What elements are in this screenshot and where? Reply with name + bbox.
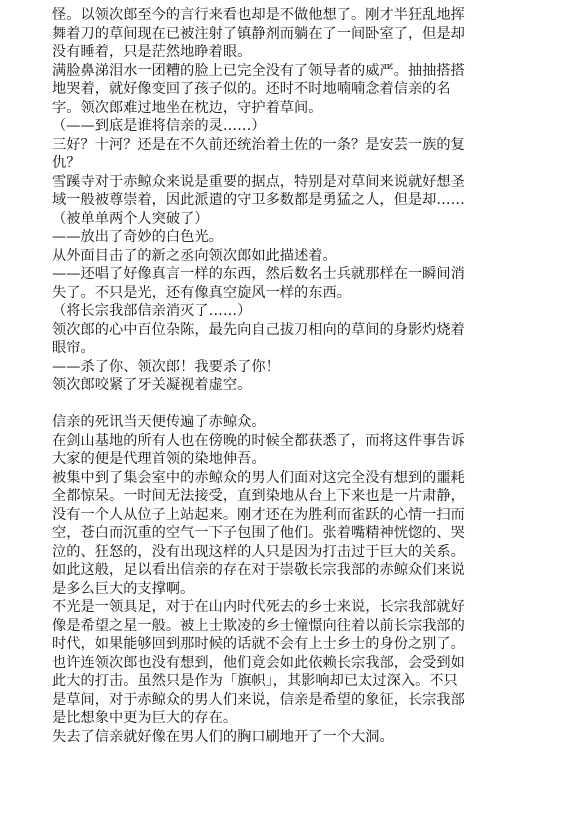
text-line: 仇？ bbox=[52, 155, 81, 171]
text-line: 在剑山基地的所有人也在傍晚的时候全都获悉了，而将这件事告诉 bbox=[52, 432, 465, 449]
text-line: （被单单两个人突破了） bbox=[52, 210, 209, 227]
text-line: 空，苍白而沉重的空气一下子包围了他们。张着嘴精神恍惚的、哭 bbox=[52, 525, 465, 541]
text-line: 失了。不只是光，还有像真空旋风一样的东西。 bbox=[52, 284, 351, 301]
text-line: 舞着刀的草间现在已被注射了镇静剂而躺在了一间卧室了，但是却 bbox=[52, 25, 465, 42]
text-line: （将长宗我部信亲消灭了……） bbox=[52, 303, 252, 319]
text-line: 领次郎咬紧了牙关凝视着虚空。 bbox=[52, 377, 252, 393]
text-line: 域一般被尊崇着，因此派遣的守卫多数都是勇猛之人，但是却…… bbox=[52, 192, 465, 208]
text-line: ——还唱了好像真言一样的东西，然后数名士兵就那样在一瞬间消 bbox=[52, 266, 465, 282]
text-line: 此大的打击。虽然只是作为「旗帜」，其影响却已太过深入。不只 bbox=[52, 673, 458, 689]
text-line: 也许连领次郎也没有想到，他们竟会如此依赖长宗我部，会受到如 bbox=[52, 654, 465, 671]
text-line: 字。领次郎难过地坐在枕边，守护着草间。 bbox=[52, 99, 323, 116]
paragraph-break bbox=[52, 395, 539, 414]
text-line: 泣的、狂怒的，没有出现这样的人只是因为打击过于巨大的关系。 bbox=[52, 543, 465, 560]
text-line: 是多么巨大的支撑啊。 bbox=[52, 580, 195, 597]
text-line: ——杀了你、领次郎！我要杀了你！ bbox=[52, 358, 280, 375]
text-line: 信亲的死讯当天便传遍了赤鲸众。 bbox=[52, 414, 266, 430]
text-line: 时代，如果能够回到那时候的话就不会有上士乡士的身份之别了。 bbox=[52, 636, 465, 652]
text-line: 怪。以领次郎至今的言行来看也却是不做他想了。刚才半狂乱地挥 bbox=[52, 7, 465, 23]
text-line: 雪蹊寺对于赤鲸众来说是重要的据点，特别是对草间来说就好想圣 bbox=[52, 173, 465, 190]
text-line: （——到底是谁将信亲的灵……） bbox=[52, 118, 266, 134]
text-line: 眼帘。 bbox=[52, 340, 95, 356]
text-line: 如此这般，足以看出信亲的存在对于崇敬长宗我部的赤鲸众们来说 bbox=[52, 562, 465, 578]
text-line: 不光是一领具足，对于在山内时代死去的乡士来说，长宗我部就好 bbox=[52, 599, 465, 615]
text-line: 像是希望之星一般。被上士欺凌的乡士憧憬向往着以前长宗我部的 bbox=[52, 617, 465, 634]
text-line: 没有一个人从位子上站起来。刚才还在为胜利而雀跃的心情一扫而 bbox=[52, 506, 465, 523]
text-line: ——放出了奇妙的白色光。 bbox=[52, 229, 223, 245]
text-line: 失去了信亲就好像在男人们的胸口刷地开了一个大洞。 bbox=[52, 728, 394, 745]
text-line: 被集中到了集会室中的赤鲸众的男人们面对这完全没有想到的噩耗 bbox=[52, 469, 465, 486]
text-line: 从外面目击了的新之丞向领次郎如此描述着。 bbox=[52, 247, 337, 264]
text-line: 地哭着，就好像变回了孩子似的。还时不时地喃喃念着信亲的名 bbox=[52, 81, 451, 97]
text-line: 大家的便是代理首领的染地伸吾。 bbox=[52, 451, 266, 467]
text-line: 没有睡着，只是茫然地睁着眼。 bbox=[52, 44, 252, 60]
text-line: 全都惊呆。一时间无法接受，直到染地从台上下来也是一片肃静， bbox=[52, 488, 465, 504]
text-line: 三好？十河？还是在不久前还统治着土佐的一条？是安芸一族的复 bbox=[52, 136, 465, 153]
text-line: 是比想象中更为巨大的存在。 bbox=[52, 710, 238, 726]
text-line: 是草间，对于赤鲸众的男人们来说，信亲是希望的象征，长宗我部 bbox=[52, 691, 465, 708]
text-line: 领次郎的心中百位杂陈，最先向自己拔刀相向的草间的身影灼烧着 bbox=[52, 321, 465, 338]
text-line: 满脸鼻涕泪水一团糟的脸上已完全没有了领导者的威严。抽抽搭搭 bbox=[52, 62, 465, 79]
